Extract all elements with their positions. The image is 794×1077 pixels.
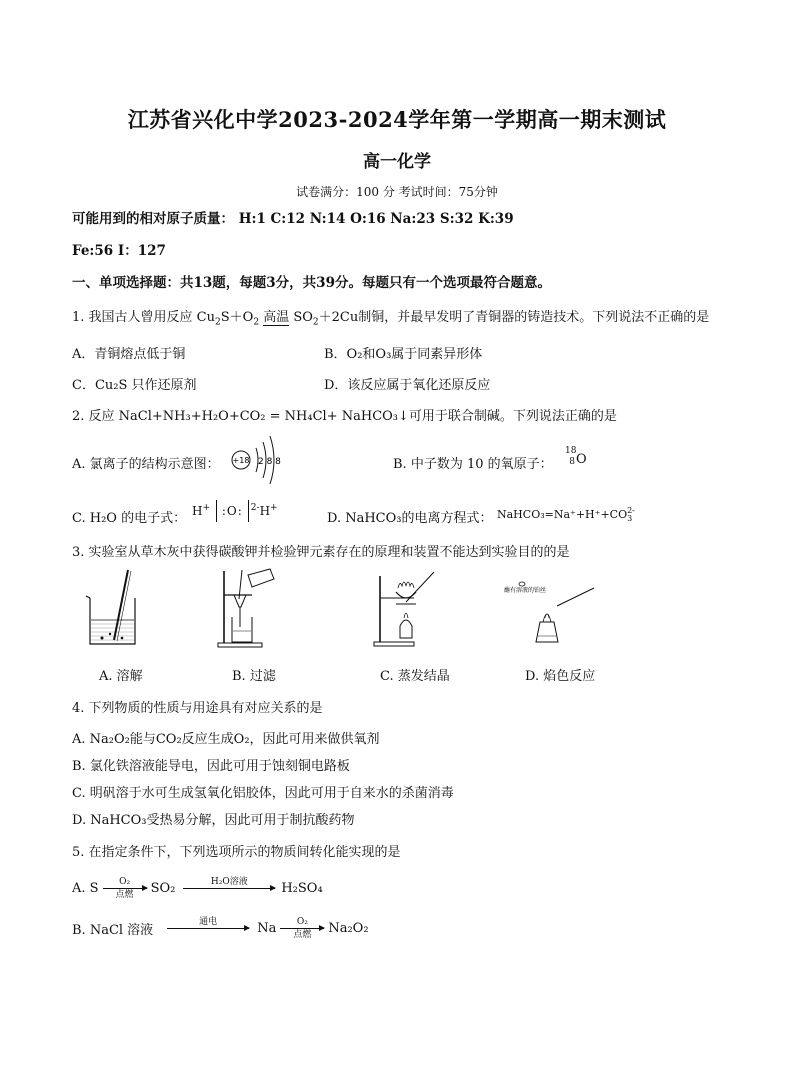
chloride-ion-structure-diagram <box>226 432 286 488</box>
q5-a-reactant: A. S <box>72 881 99 896</box>
q1-option-c[interactable]: C．Cu₂S 只作还原剂 <box>72 378 197 393</box>
q4-option-c[interactable]: C. 明矾溶于水可生成氢氧化铝胶体，因此可用于自来水的杀菌消毒 <box>72 786 454 801</box>
q5-b-step1-top: 通电 <box>199 917 218 927</box>
q1-stem: 1. 我国古人曾用反应 $Cu_2S+O_2$ 高温 $SO_2+2Cu$制铜，并最早发明了青铜器的铸造技术。下列说法不正确的是 <box>72 310 710 328</box>
carbonate-charge: 2- <box>627 506 635 515</box>
q4-option-b[interactable]: B. 氯化铁溶液能导电，因此可用于蚀刻铜电路板 <box>72 759 350 774</box>
q2-option-d[interactable]: D. NaHCO₃的电离方程式： <box>327 511 493 526</box>
q2-option-c[interactable]: C. H₂O 的电子式： <box>72 511 187 526</box>
q5-b-step1-arrow <box>167 917 249 930</box>
chloride-nucleus-label: +18 <box>232 456 250 465</box>
q5-b-step2-arrow <box>280 917 324 940</box>
q4-option-a[interactable]: A. Na₂O₂能与CO₂反应生成O₂，因此可用来做供氧剂 <box>72 732 380 747</box>
flame-test-wire-label: 蘸有溶液的铂丝 <box>504 587 547 594</box>
exam-title: 江苏省兴化中学2023-2024学年第一学期高一期末测试 <box>127 107 667 132</box>
oxygen-isotope-symbol: O <box>576 452 587 467</box>
q3-option-b[interactable]: B. 过滤 <box>232 669 276 684</box>
water-electron-formula: H+ :O: $^{2-}$H+ <box>192 500 278 522</box>
q1-option-b[interactable]: B．O₂和O₃属于同素异形体 <box>324 347 483 362</box>
oxygen-isotope-mass-number: 18 <box>565 446 577 456</box>
filtration-apparatus-image <box>212 565 287 649</box>
section-heading: 一、单项选择题：共13题，每题3分，共39分。每题只有一个选项最符合题意。 <box>72 275 551 291</box>
atomic-masses-line1: 可能用到的相对原子质量： H:1 C:12 N:14 O:16 Na:23 S:32 K:39 <box>72 211 514 227</box>
q1-option-a[interactable]: A．青铜熔点低于铜 <box>72 347 186 362</box>
q5-a-step1-top: O₂ <box>119 877 131 887</box>
exam-meta: 试卷满分：100 分 考试时间：75分钟 <box>296 185 498 199</box>
water-h2: H <box>259 504 271 518</box>
q5-a-step2-arrow <box>183 877 275 890</box>
water-oxygen: O <box>226 504 238 518</box>
q2-stem: 2. 反应 NaCl+NH₃+H₂O+CO₂ = NH₄Cl+ NaHCO₃↓可用于联合制碱。下列说法正确的是 <box>72 409 617 424</box>
q5-a-step1-arrow <box>103 877 147 900</box>
q5-b-product1: Na <box>257 921 277 936</box>
q1-stem-part-d: ＋2Cu制铜，并最早发明了青铜器的铸造技术。下列说法不正确的是 <box>318 310 710 325</box>
q2-option-a[interactable]: A. 氯离子的结构示意图： <box>72 457 220 472</box>
q4-stem: 4. 下列物质的性质与用途具有对应关系的是 <box>72 701 323 716</box>
q5-a-step2-top: H₂O溶液 <box>210 877 248 887</box>
flame-test-apparatus-image <box>502 578 597 648</box>
q5-b-product2: Na₂O₂ <box>328 921 369 936</box>
evaporation-apparatus-image <box>370 568 442 648</box>
q1-condition: 高温 <box>263 310 290 325</box>
q1-stem-part-b: S＋O <box>220 310 254 325</box>
q5-b-reactant: B. NaCl 溶液 <box>72 923 154 938</box>
q5-b-step2-bottom: 点燃 <box>293 930 312 940</box>
q5-a-product1: SO₂ <box>150 881 176 896</box>
q5-b-step2-top: O₂ <box>296 917 308 927</box>
carbonate-subscript: 3 <box>627 514 633 523</box>
q3-option-c[interactable]: C. 蒸发结晶 <box>380 669 450 684</box>
q5-a-product2: H₂SO₄ <box>281 881 323 896</box>
chloride-shell-electrons: 2 8 8 <box>258 457 281 467</box>
q3-option-d[interactable]: D. 焰色反应 <box>525 669 596 684</box>
q1-stem-part-a: 1. 我国古人曾用反应 Cu <box>72 310 215 325</box>
q4-option-d[interactable]: D. NaHCO₃受热易分解，因此可用于制抗酸药物 <box>72 813 355 828</box>
oxygen-isotope-atomic-number: 8 <box>569 457 575 467</box>
q5-a-step1-bottom: 点燃 <box>115 890 134 900</box>
water-h1: H <box>192 504 203 518</box>
exam-subtitle: 高一化学 <box>363 152 431 172</box>
bicarbonate-ionization-equation <box>497 507 635 523</box>
dissolving-apparatus-image <box>80 568 145 648</box>
q1-option-d[interactable]: D．该反应属于氧化还原反应 <box>324 378 491 393</box>
bicarbonate-equation-text: NaHCO₃=Na⁺+H⁺+CO <box>497 508 628 521</box>
q3-stem: 3. 实验室从草木灰中获得碳酸钾并检验钾元素存在的原理和装置不能达到实验目的的是 <box>72 545 570 560</box>
q5-option-b[interactable] <box>72 917 369 940</box>
q5-stem: 5. 在指定条件下，下列选项所示的物质间转化能实现的是 <box>72 845 401 860</box>
q2-option-b[interactable]: B. 中子数为 10 的氧原子： <box>393 457 553 472</box>
atomic-masses-line2: Fe:56 I：127 <box>72 243 166 259</box>
q5-option-a[interactable] <box>72 877 323 900</box>
q3-option-a[interactable]: A. 溶解 <box>99 669 143 684</box>
q1-stem-part-c: SO <box>293 310 313 325</box>
water-oxygen-bracket: :O: <box>216 500 249 522</box>
